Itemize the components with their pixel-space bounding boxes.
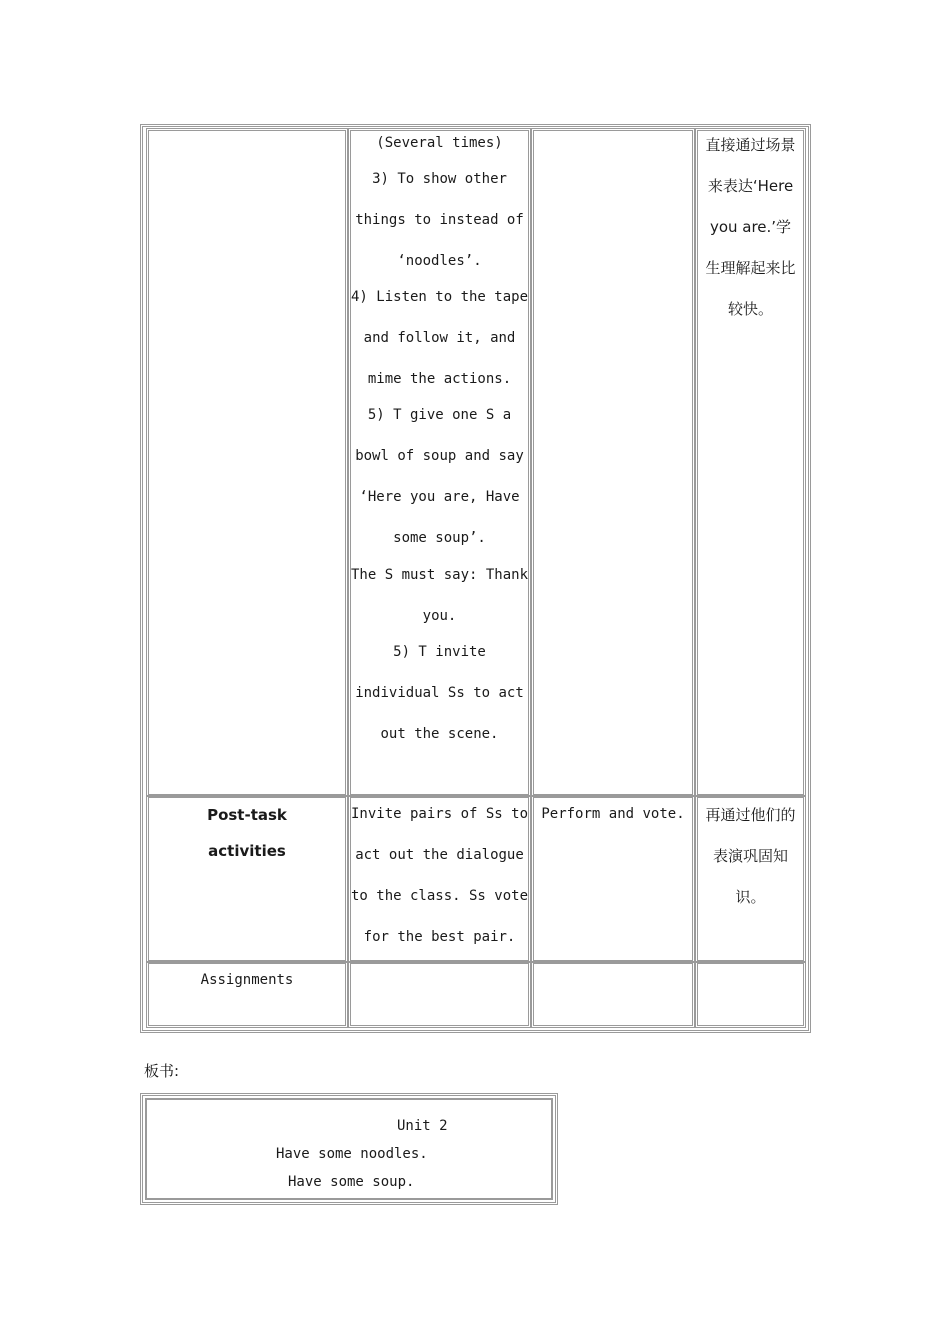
row1-stage-cell <box>146 128 348 797</box>
text-line: 4) Listen to the tape <box>351 289 529 305</box>
row2-stage-cell <box>146 795 348 963</box>
text-line: act out the dialogue <box>355 847 524 863</box>
text-line: 较快。 <box>727 300 773 318</box>
text-line: individual Ss to act <box>355 685 524 701</box>
text-line: 直接通过场景 <box>705 136 796 154</box>
text-line: 再通过他们的 <box>705 806 796 824</box>
row1-teacher-cell <box>348 128 531 797</box>
text-line: 识。 <box>735 888 766 906</box>
row3-stage-cell <box>146 961 348 1028</box>
text-line: for the best pair. <box>363 929 516 945</box>
text-line: 5) T give one S a <box>367 407 512 423</box>
text-line: some soup’. <box>393 530 486 546</box>
board-line: Have some noodles. <box>276 1146 428 1162</box>
text-line: The S must say: Thank <box>351 567 529 583</box>
row2-teacher-cell <box>348 795 531 963</box>
row1-purpose-cell <box>695 128 806 797</box>
text-line: and follow it, and <box>363 330 516 346</box>
row3-purpose-cell <box>695 961 806 1028</box>
row2-student-cell <box>531 795 695 963</box>
text-line: ‘Here you are, Have <box>359 489 520 505</box>
board-content <box>145 1098 553 1200</box>
text-line: Perform and vote. <box>541 806 685 822</box>
text-line: you are.’学 <box>709 218 792 236</box>
row2-purpose-cell <box>695 795 806 963</box>
board-line: Have some soup. <box>288 1174 415 1190</box>
board-label: 板书: <box>144 1062 180 1080</box>
text-line: 5) T invite <box>393 644 486 660</box>
text-line: 表演巩固知 <box>712 847 788 865</box>
row3-student-cell <box>531 961 695 1028</box>
text-line: 3) To show other <box>372 171 507 187</box>
text-line: (Several times) <box>376 135 503 151</box>
stage-label: activities <box>208 842 286 860</box>
board-line: Unit 2 <box>397 1118 448 1134</box>
text-line: Invite pairs of Ss to <box>351 806 529 822</box>
text-line: out the scene. <box>380 726 499 742</box>
text-line: 来表达‘Here <box>707 177 794 195</box>
row3-teacher-cell <box>348 961 531 1028</box>
stage-label: Assignments <box>200 972 294 988</box>
text-line: bowl of soup and say <box>355 448 524 464</box>
text-line: to the class. Ss vote <box>351 888 529 904</box>
row1-student-cell <box>531 128 695 797</box>
text-line: you. <box>422 608 457 624</box>
text-line: ‘noodles’. <box>397 253 482 269</box>
text-line: mime the actions. <box>367 371 512 387</box>
text-line: 生理解起来比 <box>705 259 796 277</box>
stage-label: Post-task <box>207 806 287 824</box>
text-line: things to instead of <box>355 212 524 228</box>
